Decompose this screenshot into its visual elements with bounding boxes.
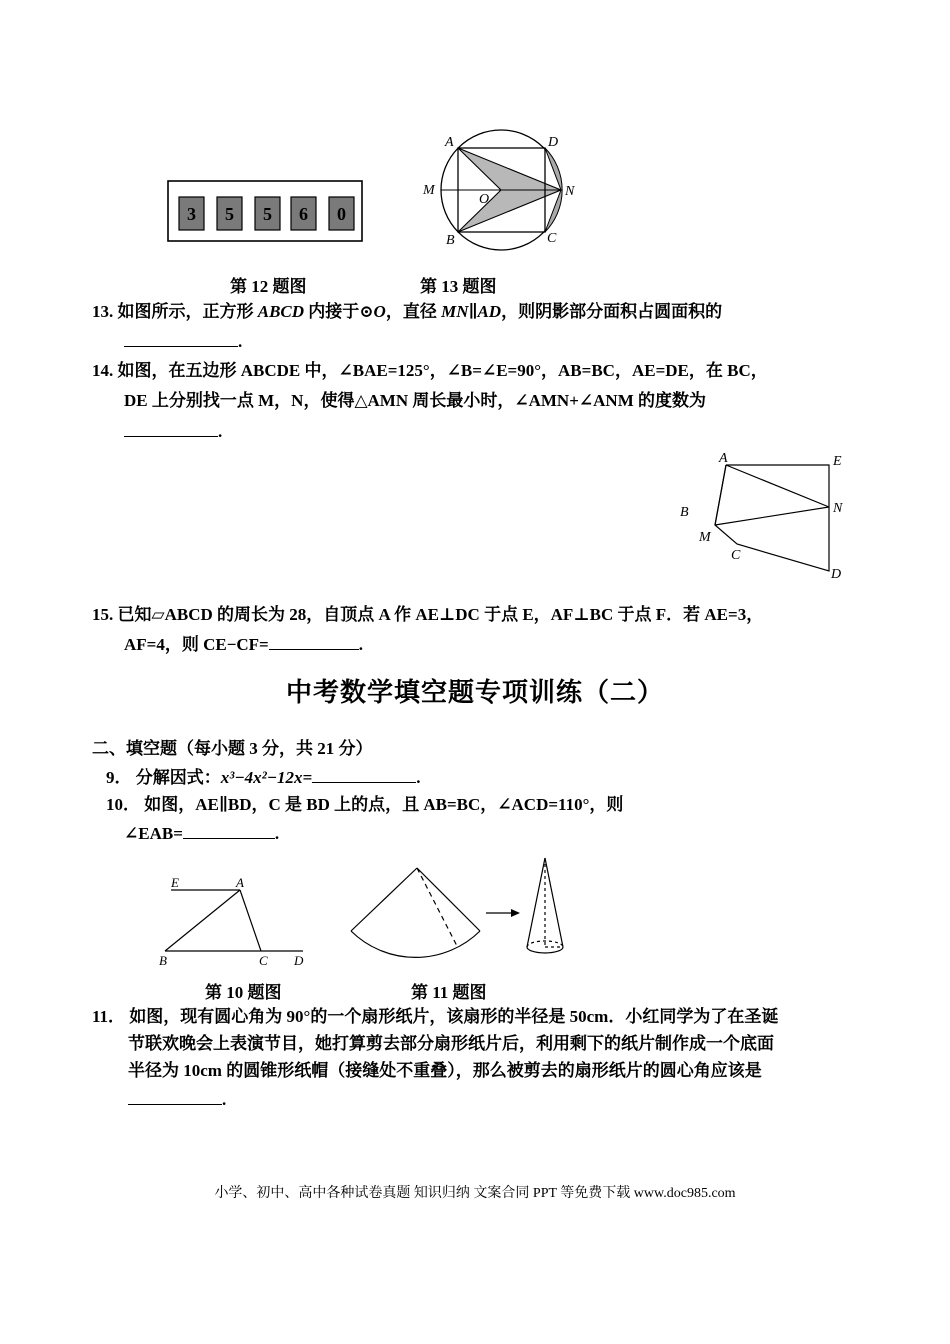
question-14-line2: DE 上分别找一点 M，N，使得△AMN 周长最小时，∠AMN+∠ANM 的度数为 xyxy=(124,391,706,410)
question-14-answer-line: . xyxy=(124,417,222,447)
label-C: C xyxy=(547,231,557,246)
question-13-answer-line: . xyxy=(124,327,242,357)
question-14-number: 14. xyxy=(92,361,114,380)
answer-blank-9[interactable] xyxy=(312,764,416,783)
question-11-line3: 半径为 10cm 的圆锥形纸帽（接缝处不重叠），那么被剪去的扇形纸片的圆心角应该是 xyxy=(128,1061,762,1080)
figure-10-parallel-lines xyxy=(155,872,315,972)
label-E: E xyxy=(171,875,179,890)
figure-12-caption: 第 12 题图 xyxy=(230,277,307,296)
digit-3: 5 xyxy=(263,204,272,224)
label-B: B xyxy=(159,953,167,968)
label-A: A xyxy=(719,451,728,466)
question-9-number: 9． xyxy=(106,768,132,787)
question-11-answer-line: . xyxy=(128,1085,226,1115)
label-B: B xyxy=(680,505,689,520)
section-title: 中考数学填空题专项训练（二） xyxy=(285,678,664,707)
question-11-number: 11． xyxy=(92,1007,126,1026)
answer-blank-14[interactable] xyxy=(124,418,218,437)
figure-11-sector-cone xyxy=(340,852,580,972)
label-N: N xyxy=(833,501,843,516)
answer-blank-10[interactable] xyxy=(183,820,275,839)
question-9-line: 9． 分解因式：x³−4x²−12x= . xyxy=(106,763,420,793)
label-E: E xyxy=(833,454,842,469)
label-A: A xyxy=(445,135,454,150)
label-M: M xyxy=(423,183,435,198)
label-D: D xyxy=(831,567,842,582)
question-15-line2: AF=4，则 CE−CF= . xyxy=(124,630,363,660)
answer-blank-15[interactable] xyxy=(269,631,359,650)
footer-text: 小学、初中、高中各种试卷真题 知识归纳 文案合同 PPT 等免费下载 www.doc985.com xyxy=(214,1186,736,1201)
question-15-number: 15. xyxy=(92,605,114,624)
figure-14-pentagon xyxy=(675,448,855,588)
digit-2: 5 xyxy=(225,204,234,224)
figure-13-caption: 第 13 题图 xyxy=(420,277,497,296)
question-15-line1: 15. 已知▱ABCD 的周长为 28，自顶点 A 作 AE⊥DC 于点 E，AF⊥BC 于点 F．若 AE=3， xyxy=(92,605,764,624)
label-D: D xyxy=(548,135,559,150)
label-C: C xyxy=(259,953,268,968)
question-13-line1: 13. 如图所示，正方形 ABCD 内接于⊙O，直径 MN∥AD，则阴影部分面积占圆面积的 xyxy=(92,302,723,321)
question-11-line1: 11． 如图，现有圆心角为 90°的一个扇形纸片，该扇形的半径是 50cm．小红同学为了在圣诞 xyxy=(92,1007,779,1026)
digit-4: 6 xyxy=(299,204,308,224)
question-10-line2: ∠EAB= . xyxy=(124,819,279,849)
label-N: N xyxy=(565,184,575,199)
question-10-number: 10． xyxy=(106,795,140,814)
figure-11-caption: 第 11 题图 xyxy=(411,983,487,1002)
label-D: D xyxy=(294,953,304,968)
question-13-number: 13. xyxy=(92,302,114,321)
label-M: M xyxy=(699,530,711,545)
label-O: O xyxy=(479,192,490,207)
question-10-line1: 10． 如图，AE∥BD，C 是 BD 上的点，且 AB=BC，∠ACD=110°，则 xyxy=(106,795,624,814)
label-B: B xyxy=(446,233,455,248)
question-11-line2: 节联欢晚会上表演节目，她打算剪去部分扇形纸片后，利用剩下的纸片制作成一个底面 xyxy=(128,1034,774,1053)
digit-5: 0 xyxy=(337,204,346,224)
figure-13-circle-square xyxy=(415,128,590,253)
digit-1: 3 xyxy=(187,204,196,224)
label-A: A xyxy=(236,875,244,890)
figure-10-caption: 第 10 题图 xyxy=(205,983,282,1002)
answer-blank-11[interactable] xyxy=(128,1086,222,1105)
part2-heading: 二、填空题（每小题 3 分，共 21 分） xyxy=(92,739,373,758)
question-14-line1: 14. 如图，在五边形 ABCDE 中，∠BAE=125°，∠B=∠E=90°，AB=BC，AE=DE，在 BC， xyxy=(92,361,768,380)
answer-blank-13[interactable] xyxy=(124,328,238,347)
label-C: C xyxy=(731,548,741,563)
figure-12-counter xyxy=(160,175,370,245)
